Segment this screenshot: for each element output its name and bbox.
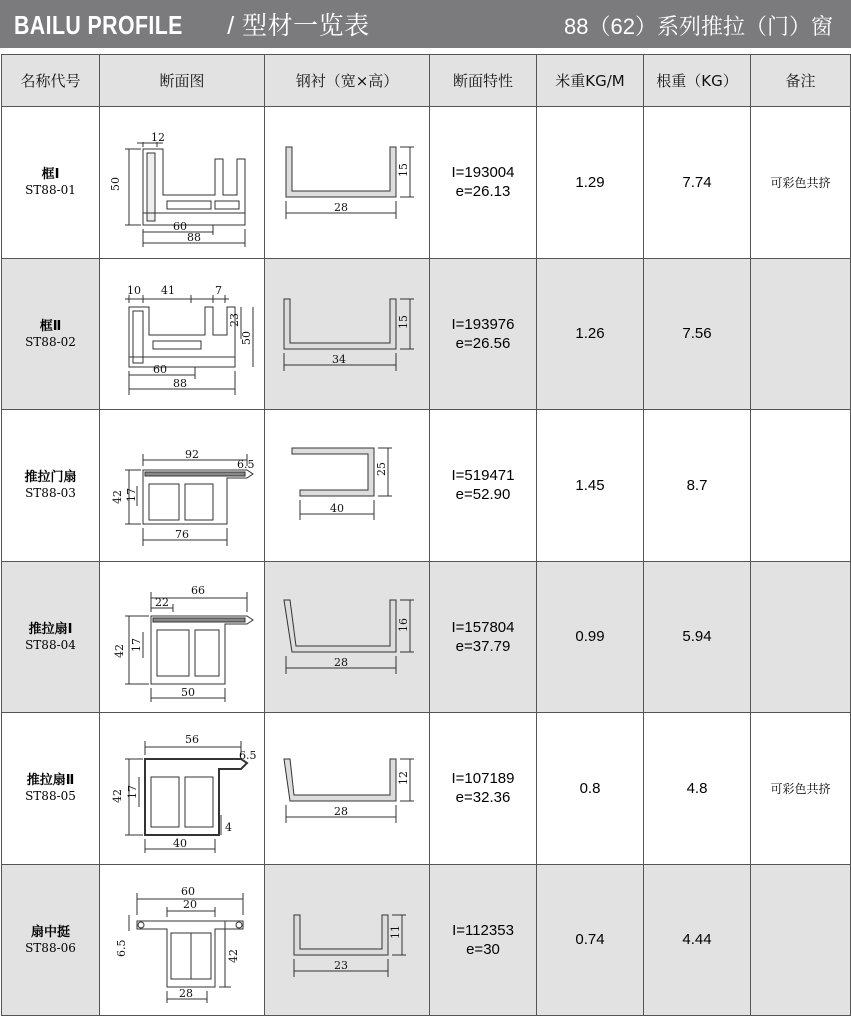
section-drawing	[107, 572, 257, 702]
steel-drawing-cell	[265, 107, 430, 258]
dim-label: 23	[334, 958, 348, 972]
table-row	[2, 107, 851, 258]
dim-label: 40	[330, 502, 344, 516]
profile-name: 推拉门扇	[24, 470, 77, 486]
table-row	[2, 713, 851, 864]
dim-label: 6.5	[115, 939, 128, 957]
steel-drawing-cell	[265, 864, 430, 1016]
steel-lining-drawing	[272, 885, 422, 995]
dim-label: 10	[127, 283, 141, 297]
dim-label: 56	[185, 733, 199, 747]
profile-code: ST88-05	[25, 789, 76, 804]
steel-drawing-cell	[265, 561, 430, 712]
section-modulus: e=37.79	[455, 637, 511, 655]
name-cell	[2, 107, 100, 258]
dim-label: 40	[173, 837, 187, 851]
dim-label: 4	[225, 821, 232, 835]
dim-label: 28	[334, 805, 348, 819]
dim-label: 60	[153, 362, 167, 376]
meter-weight: 0.99	[537, 561, 644, 712]
dim-label: 76	[175, 528, 189, 542]
dim-label: 60	[173, 220, 187, 234]
note: 可彩色共挤	[751, 713, 851, 864]
profile-code: ST88-04	[25, 637, 76, 652]
dim-label: 15	[397, 163, 410, 178]
profile-name: 框Ⅱ	[39, 318, 62, 334]
section-drawing-cell	[100, 410, 265, 561]
steel-drawing-cell	[265, 410, 430, 561]
dim-label: 50	[240, 330, 253, 345]
meter-weight: 1.45	[537, 410, 644, 561]
note	[751, 258, 851, 409]
moment-of-inertia: I=112353	[452, 921, 514, 939]
unit-weight: 4.8	[644, 713, 751, 864]
dim-label: 42	[113, 643, 126, 658]
note	[751, 410, 851, 561]
section-property-cell	[430, 107, 537, 258]
table-row	[2, 410, 851, 561]
name-cell	[2, 561, 100, 712]
profile-code: ST88-06	[25, 940, 76, 955]
profile-name: 推拉扇Ⅰ	[28, 621, 73, 637]
section-property-cell	[430, 258, 537, 409]
section-drawing	[107, 269, 257, 399]
section-property-cell	[430, 864, 537, 1016]
section-drawing-cell	[100, 864, 265, 1016]
section-property-cell	[430, 713, 537, 864]
table-row	[2, 561, 851, 712]
profile-code: ST88-02	[25, 334, 76, 349]
catalog-subtitle: / 型材一览表	[219, 12, 370, 40]
dim-label: 6.5	[237, 458, 255, 472]
dim-label: 11	[389, 924, 402, 939]
note	[751, 864, 851, 1016]
dim-label: 41	[161, 283, 175, 297]
steel-lining-drawing	[272, 127, 422, 237]
dim-label: 7	[215, 283, 222, 297]
col-header-note: 备注	[751, 55, 851, 107]
dim-label: 42	[111, 789, 124, 804]
series-title: 88（62）系列推拉（门）窗	[564, 14, 833, 39]
name-cell	[2, 864, 100, 1016]
steel-lining-drawing	[272, 279, 422, 389]
dim-label: 88	[187, 231, 201, 245]
brand-name: BAILU PROFILE	[14, 10, 183, 40]
steel-drawing-cell	[265, 713, 430, 864]
section-modulus: e=26.56	[455, 334, 511, 352]
unit-weight: 5.94	[644, 561, 751, 712]
note: 可彩色共挤	[751, 107, 851, 258]
dim-label: 42	[111, 490, 124, 505]
moment-of-inertia: I=193976	[451, 315, 515, 333]
dim-label: 28	[334, 655, 348, 669]
profile-name: 扇中挺	[30, 924, 70, 940]
dim-label: 12	[151, 131, 165, 145]
unit-weight: 8.7	[644, 410, 751, 561]
dim-label: 12	[397, 771, 410, 786]
meter-weight: 1.29	[537, 107, 644, 258]
steel-lining-drawing	[272, 582, 422, 692]
dim-label: 17	[125, 488, 138, 503]
col-header-section-drawing: 断面图	[100, 55, 265, 107]
profile-code: ST88-03	[25, 486, 76, 501]
name-cell	[2, 410, 100, 561]
header-row	[2, 55, 851, 107]
section-modulus: e=30	[466, 940, 500, 958]
name-cell	[2, 258, 100, 409]
dim-label: 17	[130, 637, 143, 652]
meter-weight: 1.26	[537, 258, 644, 409]
dim-label: 66	[191, 583, 205, 597]
moment-of-inertia: I=193004	[451, 164, 515, 182]
dim-label: 42	[227, 948, 240, 963]
unit-weight: 7.56	[644, 258, 751, 409]
dim-label: 28	[334, 201, 348, 215]
dim-label: 34	[332, 352, 346, 366]
col-header-section-property: 断面特性	[430, 55, 537, 107]
section-property-cell	[430, 410, 537, 561]
meter-weight: 0.74	[537, 864, 644, 1016]
col-header-name: 名称代号	[2, 55, 100, 107]
section-drawing-cell	[100, 258, 265, 409]
section-drawing	[107, 723, 257, 853]
steel-drawing-cell	[265, 258, 430, 409]
col-header-meter-weight: 米重KG/M	[537, 55, 644, 107]
unit-weight: 7.74	[644, 107, 751, 258]
brand-title	[14, 6, 370, 42]
dim-label: 88	[173, 376, 187, 390]
dim-label: 92	[185, 448, 199, 462]
dim-label: 20	[183, 897, 197, 911]
dim-label: 50	[109, 177, 122, 192]
name-cell	[2, 713, 100, 864]
dim-label: 50	[181, 685, 195, 699]
dim-label: 23	[228, 312, 241, 327]
moment-of-inertia: I=107189	[451, 770, 515, 788]
dim-label: 17	[126, 785, 139, 800]
profile-code: ST88-01	[25, 183, 76, 198]
section-drawing-cell	[100, 107, 265, 258]
section-modulus: e=52.90	[455, 486, 511, 504]
profile-table	[1, 54, 851, 1016]
section-drawing-cell	[100, 561, 265, 712]
dim-label: 16	[397, 617, 410, 632]
profile-name: 框Ⅰ	[41, 167, 60, 183]
dim-label: 6.5	[239, 749, 257, 763]
dim-label: 28	[179, 986, 193, 1000]
col-header-unit-weight: 根重（KG）	[644, 55, 751, 107]
section-modulus: e=32.36	[455, 789, 511, 807]
profile-name: 推拉扇Ⅱ	[26, 773, 75, 789]
moment-of-inertia: I=157804	[451, 618, 515, 636]
section-drawing	[107, 117, 257, 247]
title-bar	[0, 0, 851, 48]
meter-weight: 0.8	[537, 713, 644, 864]
section-drawing	[107, 420, 257, 550]
moment-of-inertia: I=519471	[451, 467, 515, 485]
section-modulus: e=26.13	[455, 183, 511, 201]
table-row	[2, 864, 851, 1016]
steel-lining-drawing	[272, 733, 422, 843]
dim-label: 22	[155, 595, 169, 609]
note	[751, 561, 851, 712]
section-drawing	[107, 875, 257, 1005]
unit-weight: 4.44	[644, 864, 751, 1016]
steel-lining-drawing	[272, 430, 422, 540]
dim-label: 15	[397, 314, 410, 329]
section-drawing-cell	[100, 713, 265, 864]
section-property-cell	[430, 561, 537, 712]
dim-label: 60	[181, 884, 195, 898]
col-header-steel-lining: 钢衬（宽×高）	[265, 55, 430, 107]
dim-label: 25	[375, 462, 388, 477]
table-row	[2, 258, 851, 409]
